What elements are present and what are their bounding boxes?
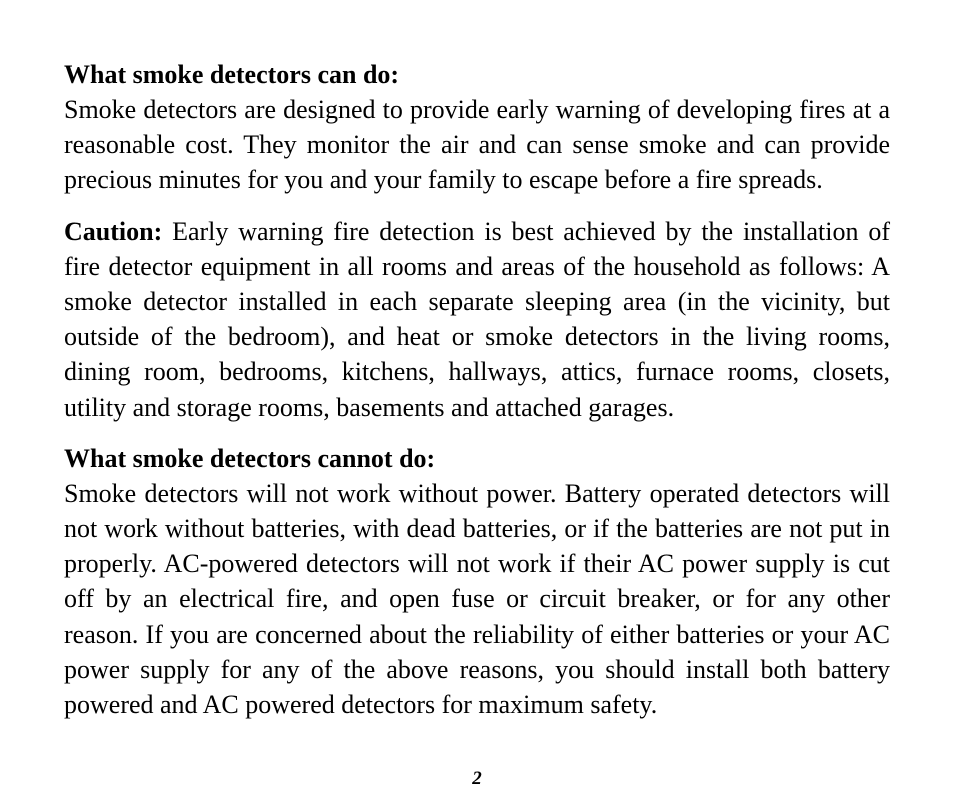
section-gap [64, 425, 890, 441]
section-caution [64, 214, 890, 425]
heading-cannot-do: What smoke detectors cannot do: [64, 443, 436, 473]
section-gap [64, 198, 890, 214]
paragraph-cannot-do: Smoke detectors will not work without power. Battery operated detectors will not work without batteries, with dead batteries, or if the batteries are not put in properly. AC-powered detectors will not work if their AC power supply is cut off by an electrical fire, and open fuse or circuit breaker, or for any other reason. If you are concerned about the reliability of either batteries or your AC power supply for any of the above reasons, you should install both battery powered and AC powered detectors for maximum safety. [64, 478, 890, 720]
section-can-do [64, 57, 890, 198]
heading-can-do: What smoke detectors can do: [64, 60, 400, 89]
section-cannot-do [64, 441, 890, 722]
paragraph-can-do: Smoke detectors are designed to provide early warning of developing fires at a reasonable cost. They monitor the air and can sense smoke and can provide precious minutes for you and your family to escape before a fire spreads. [64, 95, 890, 195]
page-number: 2 [472, 768, 482, 789]
caution-label: Caution: [64, 216, 163, 246]
paragraph-caution [64, 214, 890, 425]
document-page [64, 57, 890, 722]
caution-text: Early warning fire detection is best achieved by the installation of fire detector equipment in all rooms and areas of the household as follows: A smoke detector installed in each separate sleeping area (in the vicinity, but outside of the bedroom), and heat or smoke detectors in the living rooms, dining room, bedrooms, kitchens, hallways, attics, furnace rooms, closets, utility and storage rooms, basements and attached garages. [64, 216, 890, 422]
